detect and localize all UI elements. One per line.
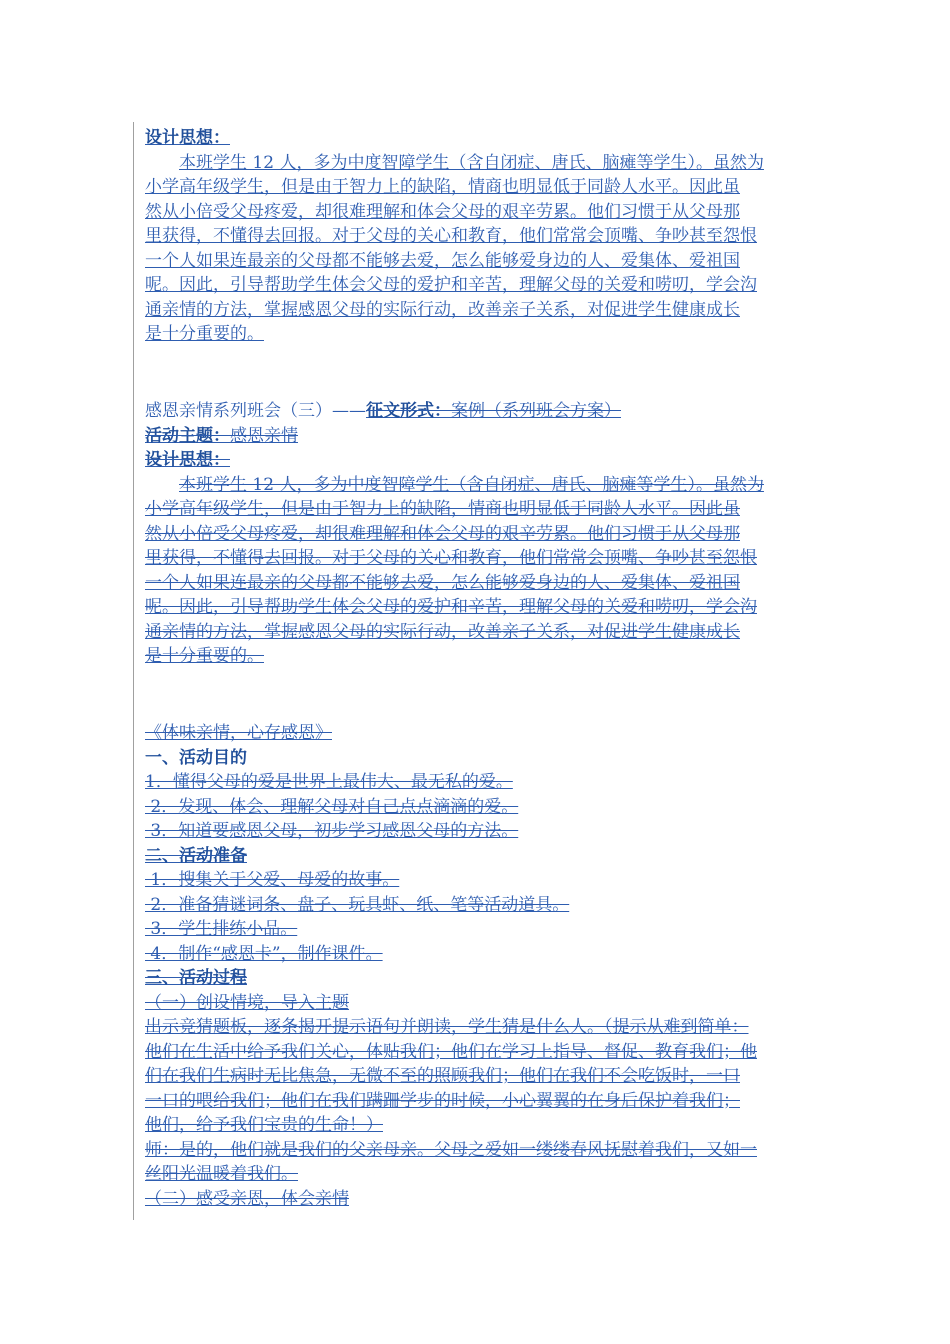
prep-item: 2．准备猜谜词条、盘子、玩具虾、纸、笔等活动道具。 xyxy=(145,894,570,915)
heading-activity-goals: 一、活动目的 xyxy=(145,747,247,768)
prep-item: 3．学生排练小品。 xyxy=(145,919,298,939)
prep-item: 4．制作“感恩卡”，制作课件。 xyxy=(145,943,383,964)
section-class-meeting xyxy=(145,399,815,669)
meeting-title-prefix: 感恩亲情系列班会（三）—— xyxy=(145,401,366,421)
plan-title: 《体味亲情，心存感恩》 xyxy=(145,723,332,743)
goal-item: 3．知道要感恩父母，初步学习感恩父母的方法。 xyxy=(145,821,519,841)
goal-item: 2．发现、体会、理解父母对自己点点滴滴的爱。 xyxy=(145,796,519,817)
paragraph-line: 是十分重要的。 xyxy=(145,324,264,344)
paragraph-line: 是十分重要的。 xyxy=(145,646,264,666)
process-line: 一口的喂给我们；他们在我们蹒跚学步的时候，小心翼翼的在身后保护着我们； xyxy=(145,1090,740,1111)
activity-theme-value: 感恩亲情 xyxy=(230,425,298,446)
process-line: 们在我们生病时无比焦急，无微不至的照顾我们；他们在我们不会吃饭时，一口 xyxy=(145,1066,740,1086)
design-thinking-heading: 设计思想： xyxy=(145,128,230,148)
paragraph-line: 呢。因此，引导帮助学生体会父母的爱护和辛苦，理解父母的关爱和唠叨，学会沟 xyxy=(145,597,757,617)
meeting-title-bold: 征文形式： xyxy=(366,401,451,421)
paragraph-line: 小学高年级学生，但是由于智力上的缺陷，情商也明显低于同龄人水平。因此虽 xyxy=(145,499,740,519)
meeting-title xyxy=(145,399,815,424)
margin-bar xyxy=(133,122,134,1220)
paragraph-line: 一个人如果连最亲的父母都不能够去爱，怎么能够爱身边的人、爱集体、爱祖国 xyxy=(145,250,740,271)
heading-activity-process: 三、活动过程 xyxy=(145,968,247,988)
paragraph-line: 里获得，不懂得去回报。对于父母的关心和教育，他们常常会顶嘴、争吵甚至怨恨 xyxy=(145,226,757,246)
paragraph-line: 一个人如果连最亲的父母都不能够去爱，怎么能够爱身边的人、爱集体、爱祖国 xyxy=(145,572,740,593)
heading-activity-prep: 二、活动准备 xyxy=(145,845,247,866)
paragraph-line: 然从小倍受父母疼爱，却很难理解和体会父母的艰辛劳累。他们习惯于从父母那 xyxy=(145,201,740,222)
activity-theme-label: 活动主题： xyxy=(145,425,230,446)
process-line: 丝阳光温暖着我们。 xyxy=(145,1164,298,1184)
goal-item: 1．懂得父母的爱是世界上最伟大、最无私的爱。 xyxy=(145,772,513,792)
prep-item: 1．搜集关于父爱、母爱的故事。 xyxy=(145,870,400,890)
process-line: 出示竞猜题板，逐条揭开提示语句并朗读，学生猜是什么人。（提示从难到简单： xyxy=(145,1017,749,1037)
section-activity-plan xyxy=(145,721,815,1211)
design-thinking-heading: 设计思想： xyxy=(145,450,230,470)
paragraph-line: 里获得，不懂得去回报。对于父母的关心和教育，他们常常会顶嘴、争吵甚至怨恨 xyxy=(145,548,757,568)
paragraph-line: 通亲情的方法，掌握感恩父母的实际行动，改善亲子关系，对促进学生健康成长 xyxy=(145,299,740,320)
activity-theme xyxy=(145,424,815,449)
meeting-title-suffix: 案例（系列班会方案） xyxy=(451,401,621,421)
paragraph-line: 然从小倍受父母疼爱，却很难理解和体会父母的艰辛劳累。他们习惯于从父母那 xyxy=(145,523,740,544)
process-line: 他们在生活中给予我们关心，体贴我们；他们在学习上指导、督促、教育我们；他 xyxy=(145,1041,757,1062)
paragraph-line: 通亲情的方法，掌握感恩父母的实际行动，改善亲子关系，对促进学生健康成长 xyxy=(145,621,740,642)
paragraph-line: 小学高年级学生，但是由于智力上的缺陷，情商也明显低于同龄人水平。因此虽 xyxy=(145,177,740,197)
section-design-thinking-1 xyxy=(145,126,815,347)
paragraph-line: 本班学生 12 人，多为中度智障学生（含自闭症、唐氏、脑瘫等学生）。虽然为 xyxy=(179,152,764,173)
process-line: 师：是的，他们就是我们的父亲母亲。父母之爱如一缕缕春风抚慰着我们，又如一 xyxy=(145,1139,757,1160)
process-step-2: （二）感受亲恩，体会亲情 xyxy=(145,1188,349,1209)
paragraph-line: 本班学生 12 人，多为中度智障学生（含自闭症、唐氏、脑瘫等学生）。虽然为 xyxy=(179,474,764,495)
paragraph-line: 呢。因此，引导帮助学生体会父母的爱护和辛苦，理解父母的关爱和唠叨，学会沟 xyxy=(145,275,757,295)
process-step-1: （一）创设情境，导入主题 xyxy=(145,992,349,1013)
process-line: 他们，给予我们宝贵的生命！） xyxy=(145,1115,383,1135)
